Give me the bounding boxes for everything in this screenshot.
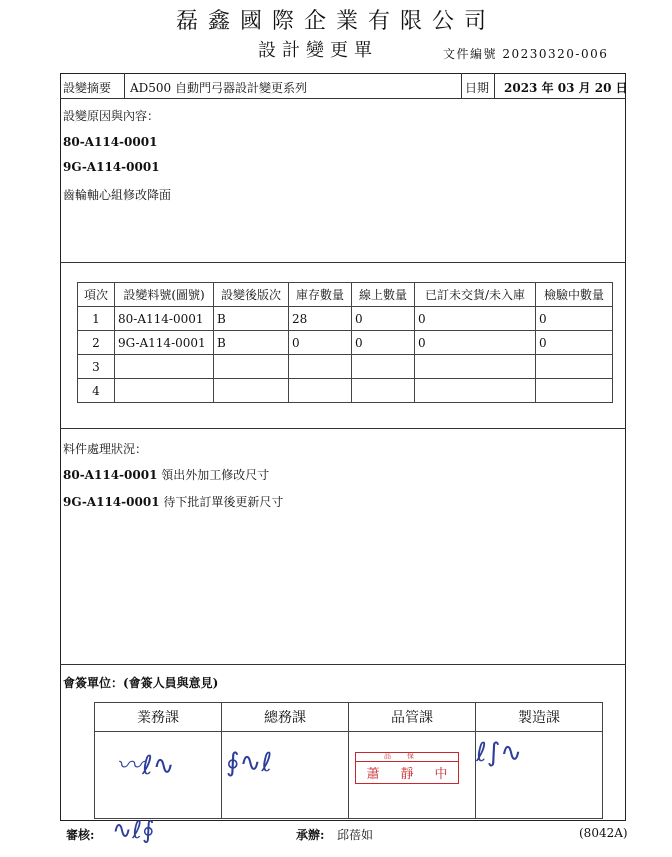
table-cell	[214, 379, 289, 403]
section-divider	[60, 428, 626, 429]
stamp-dept: 品保	[384, 752, 430, 760]
form-code: (8042A)	[579, 826, 628, 840]
unit-header: 品管課	[349, 703, 476, 732]
disposal-label: 料件處理狀況：	[63, 442, 148, 456]
table-cell: 0	[415, 307, 536, 331]
form-title: 設計變更單	[258, 40, 378, 61]
company-name: 磊鑫國際企業有限公司	[175, 9, 496, 34]
table-cell	[536, 379, 613, 403]
handler-label: 承辦:	[296, 828, 325, 842]
qa-stamp	[355, 752, 459, 784]
table-cell: 0	[352, 331, 415, 355]
table-cell: 2	[78, 331, 115, 355]
handwritten-signature: ℓ∫∿	[476, 738, 523, 768]
summary-divider	[60, 98, 626, 99]
column-header: 已訂未交貨/未入庫	[415, 283, 536, 307]
reason-line: 80-A114-0001	[63, 135, 158, 149]
handwritten-signature: 〰ℓ∿	[116, 751, 175, 781]
column-header: 線上數量	[352, 283, 415, 307]
table-cell: 0	[415, 331, 536, 355]
column-header: 設變料號(圖號)	[115, 283, 214, 307]
disposal-line	[63, 493, 283, 510]
section-divider	[60, 262, 626, 263]
stamp-char: 中	[434, 767, 448, 782]
table-cell: 9G-A114-0001	[115, 331, 214, 355]
reason-line: 齒輪軸心組修改降面	[63, 188, 172, 202]
table-cell: B	[214, 307, 289, 331]
table-cell: 1	[78, 307, 115, 331]
table-cell: B	[214, 331, 289, 355]
handwritten-signature: ∿ℓ∮	[112, 816, 155, 844]
column-header: 庫存數量	[289, 283, 352, 307]
table-row	[78, 307, 613, 331]
column-header: 設變後版次	[214, 283, 289, 307]
review-label: 審核:	[66, 828, 95, 842]
stamp-char: 靜	[400, 767, 414, 782]
countersign-label: 會簽單位：(會簽人員與意見)	[63, 676, 219, 690]
table-cell: 4	[78, 379, 115, 403]
summary-label: 設變摘要	[63, 81, 112, 95]
handwritten-signature: ∮∿ℓ	[226, 748, 273, 778]
section-divider	[60, 664, 626, 665]
table-cell: 80-A114-0001	[115, 307, 214, 331]
reason-label: 設變原因與內容：	[63, 109, 160, 123]
table-cell	[352, 379, 415, 403]
table-cell	[352, 355, 415, 379]
table-header-row	[78, 283, 613, 307]
table-row	[78, 331, 613, 355]
table-cell: 0	[536, 331, 613, 355]
unit-header: 業務課	[95, 703, 222, 732]
table-cell	[415, 379, 536, 403]
handler-name: 邱蓓如	[337, 828, 374, 842]
table-cell: 0	[352, 307, 415, 331]
table-row	[78, 355, 613, 379]
table-cell: 0	[289, 331, 352, 355]
summary-label-divider	[124, 73, 125, 98]
disposal-text: 領出外加工修改尺寸	[161, 468, 270, 482]
stamp-name	[356, 763, 458, 782]
table-cell	[536, 355, 613, 379]
disposal-text: 待下批訂單後更新尺寸	[163, 495, 284, 509]
stamp-divider	[356, 761, 458, 762]
table-cell	[289, 379, 352, 403]
column-header: 檢驗中數量	[536, 283, 613, 307]
table-cell	[415, 355, 536, 379]
date-label-divider-right	[494, 73, 495, 98]
table-cell	[214, 355, 289, 379]
table-cell: 0	[536, 307, 613, 331]
disposal-part: 80-A114-0001	[63, 468, 158, 482]
unit-header: 製造課	[476, 703, 603, 732]
change-items-table	[77, 282, 613, 403]
countersign-header-row	[95, 703, 603, 732]
table-cell: 28	[289, 307, 352, 331]
date-label: 日期	[465, 81, 490, 95]
table-cell	[115, 355, 214, 379]
table-cell	[289, 355, 352, 379]
date-value: 2023 年 03 月 20 日	[504, 81, 628, 95]
date-label-divider-left	[461, 73, 462, 98]
disposal-line	[63, 466, 269, 483]
table-cell	[115, 379, 214, 403]
column-header: 項次	[78, 283, 115, 307]
disposal-part: 9G-A114-0001	[63, 495, 160, 509]
stamp-char: 蕭	[366, 767, 380, 782]
reason-line: 9G-A114-0001	[63, 160, 160, 174]
table-row	[78, 379, 613, 403]
unit-header: 總務課	[222, 703, 349, 732]
summary-value: AD500 自動門弓器設計變更系列	[130, 81, 308, 95]
document-number: 文件編號 20230320-006	[443, 47, 609, 61]
table-cell: 3	[78, 355, 115, 379]
